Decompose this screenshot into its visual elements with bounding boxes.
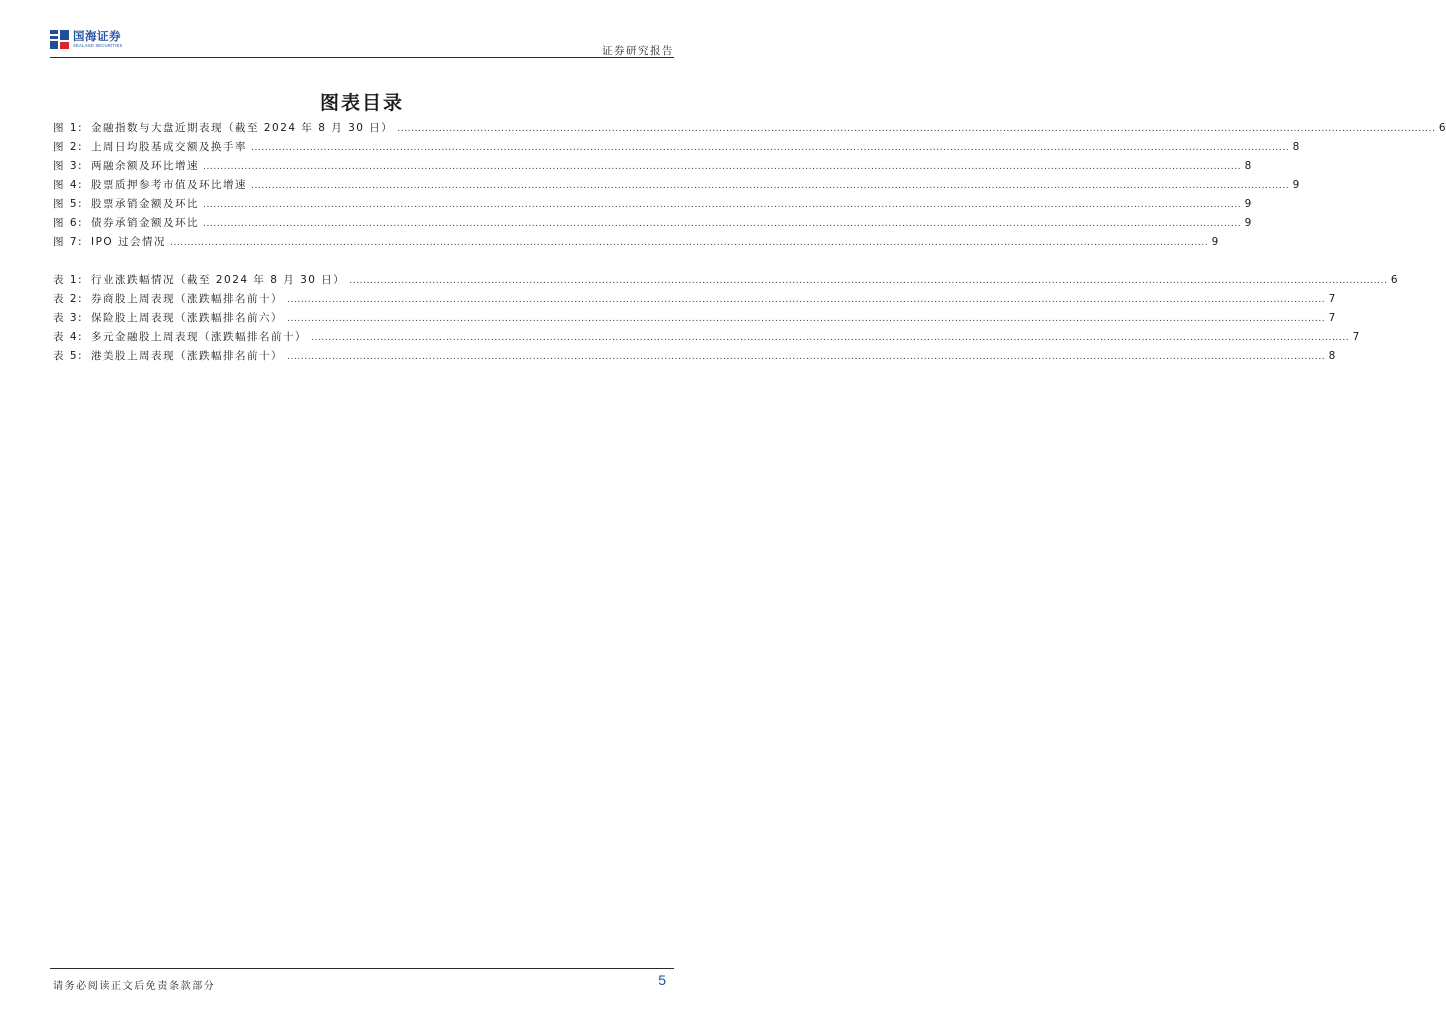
table-entry-title: 保险股上周表现（涨跌幅排名前六） [91,312,283,324]
figure-entry[interactable] [53,158,1252,177]
figure-entry[interactable] [53,139,1300,158]
table-entry[interactable] [53,272,1398,291]
figure-entry[interactable] [53,177,1300,196]
dot-leader: ............................................................................................................................................................................................................................................................................................................ [203,219,1242,229]
dot-leader: ............................................................................................................................................................................................................................................................................................................ [203,200,1242,210]
figure-entry-title: 上周日均股基成交额及换手率 [91,141,247,153]
table-list [53,272,1398,367]
table-entry[interactable] [53,329,1360,348]
figure-entry-title: 股票质押参考市值及环比增速 [91,179,247,191]
figure-entry-label: 图 2: [53,141,84,153]
logo-mark-icon [50,30,69,49]
dot-leader: ............................................................................................................................................................................................................................................................................................................ [251,143,1290,153]
table-entry-label: 表 1: [53,274,84,286]
table-entry[interactable] [53,348,1336,367]
dot-leader: ............................................................................................................................................................................................................................................................................................................ [251,181,1290,191]
table-entry-page: 6 [1390,274,1398,286]
header-divider [50,57,674,58]
figure-entry-page: 9 [1211,236,1219,248]
figure-entry-label: 图 1: [53,122,84,134]
figure-entry[interactable] [53,234,1219,253]
dot-leader: ............................................................................................................................................................................................................................................................................................................ [170,238,1209,248]
dot-leader: ............................................................................................................................................................................................................................................................................................................ [397,124,1436,134]
table-entry-title: 券商股上周表现（涨跌幅排名前十） [91,293,283,305]
figure-entry[interactable] [53,215,1252,234]
figure-entry-label: 图 7: [53,236,84,248]
figure-entry-page: 9 [1244,198,1252,210]
figure-entry-page: 9 [1244,217,1252,229]
table-entry-label: 表 3: [53,312,84,324]
table-entry-title: 多元金融股上周表现（涨跌幅排名前十） [91,331,307,343]
sealand-logo [50,30,122,49]
figure-entry-page: 9 [1292,179,1300,191]
table-entry-page: 8 [1328,350,1336,362]
figure-entry-label: 图 6: [53,217,84,229]
figure-list [53,120,1446,253]
logo-chinese-text: 国海证券 [73,29,121,43]
table-entry-page: 7 [1328,293,1336,305]
figure-entry[interactable] [53,196,1252,215]
figure-entry-label: 图 3: [53,160,84,172]
figure-entry-page: 6 [1438,122,1446,134]
table-entry-page: 7 [1328,312,1336,324]
table-entry-title: 行业涨跌幅情况（截至 2024 年 8 月 30 日） [91,274,346,286]
page-number: 5 [658,972,666,988]
dot-leader: ............................................................................................................................................................................................................................................................................................................ [203,162,1242,172]
table-entry-label: 表 5: [53,350,84,362]
report-type-label: 证券研究报告 [602,45,674,57]
page-header [50,28,674,58]
page-title: 图表目录 [319,92,404,114]
figure-entry[interactable] [53,120,1446,139]
figure-entry-label: 图 5: [53,198,84,210]
table-entry[interactable] [53,310,1336,329]
figure-entry-title: 股票承销金额及环比 [91,198,199,210]
figure-entry-title: 两融余额及环比增速 [91,160,199,172]
dot-leader: ............................................................................................................................................................................................................................................................................................................ [287,352,1326,362]
dot-leader: ............................................................................................................................................................................................................................................................................................................ [311,333,1350,343]
table-entry-label: 表 2: [53,293,84,305]
dot-leader: ............................................................................................................................................................................................................................................................................................................ [349,276,1388,286]
table-entry-title: 港美股上周表现（涨跌幅排名前十） [91,350,283,362]
figure-entry-page: 8 [1292,141,1300,153]
table-entry[interactable] [53,291,1336,310]
figure-entry-title: 债券承销金额及环比 [91,217,199,229]
figure-entry-label: 图 4: [53,179,84,191]
footer-divider [50,968,674,969]
dot-leader: ............................................................................................................................................................................................................................................................................................................ [287,314,1326,324]
disclaimer-note: 请务必阅读正文后免责条款部分 [53,981,216,992]
figure-entry-title: 金融指数与大盘近期表现（截至 2024 年 8 月 30 日） [91,122,394,134]
figure-entry-page: 8 [1244,160,1252,172]
table-entry-label: 表 4: [53,331,84,343]
table-entry-page: 7 [1352,331,1360,343]
figure-entry-title: IPO 过会情况 [91,236,167,248]
logo-english-text: SEALAND SECURITIES [73,43,123,48]
dot-leader: ............................................................................................................................................................................................................................................................................................................ [287,295,1326,305]
